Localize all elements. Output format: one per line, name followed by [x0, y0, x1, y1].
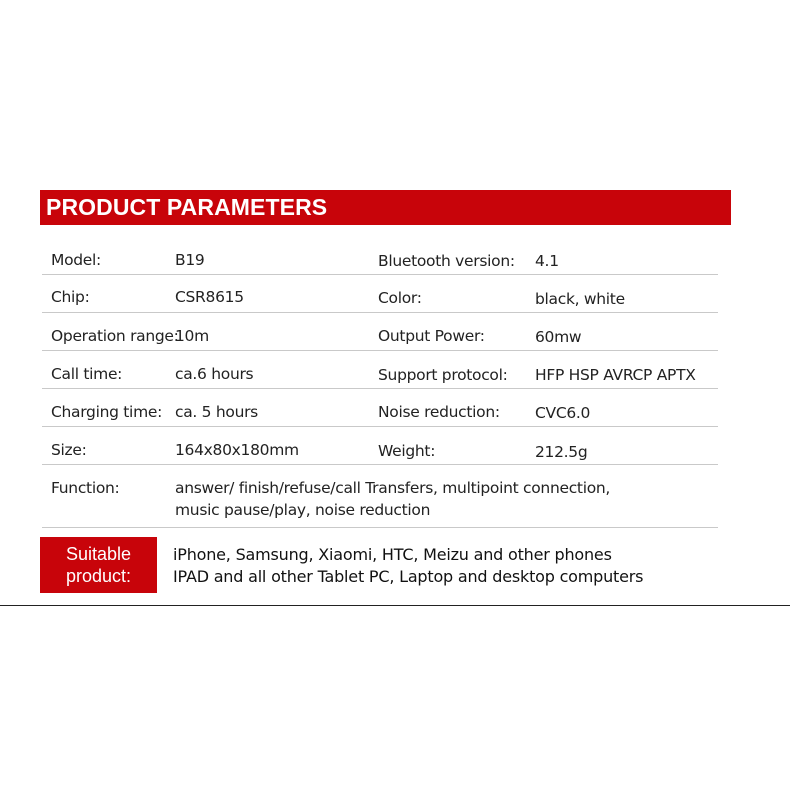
divider	[0, 605, 790, 606]
param-label: Support protocol:	[378, 366, 508, 384]
function-line: music pause/play, noise reduction	[175, 501, 431, 519]
param-label: Color:	[378, 289, 422, 307]
suitable-product-text	[173, 544, 643, 588]
section-title: PRODUCT PARAMETERS	[46, 194, 328, 220]
param-label: Charging time:	[51, 403, 163, 421]
param-value: 212.5g	[535, 443, 588, 461]
param-label: Bluetooth version:	[378, 252, 515, 270]
param-value: black, white	[535, 290, 625, 308]
param-label: Operation range:	[51, 327, 179, 345]
param-label: Chip:	[51, 288, 90, 306]
param-label: Weight:	[378, 442, 436, 460]
function-line: answer/ finish/refuse/call Transfers, multipoint connection,	[175, 479, 611, 497]
suitable-label-line: Suitable	[65, 544, 132, 564]
param-label: Size:	[51, 441, 87, 459]
table-row	[42, 389, 718, 427]
function-label: Function:	[51, 479, 120, 497]
param-label: Model:	[51, 251, 101, 269]
function-value	[175, 477, 675, 521]
function-row	[42, 465, 718, 528]
table-row	[42, 275, 718, 313]
table-row	[42, 427, 718, 465]
param-value: CSR8615	[175, 288, 244, 306]
suitable-line: IPAD and all other Tablet PC, Laptop and desktop computers	[173, 567, 644, 586]
param-value: CVC6.0	[535, 404, 591, 422]
section-banner	[40, 190, 731, 225]
suitable-line: iPhone, Samsung, Xiaomi, HTC, Meizu and other phones	[173, 545, 612, 564]
param-value: 60mw	[535, 328, 582, 346]
param-value: 4.1	[535, 252, 559, 270]
param-value: B19	[175, 251, 205, 269]
param-label: Output Power:	[378, 327, 485, 345]
param-label: Call time:	[51, 365, 123, 383]
table-row	[42, 351, 718, 389]
param-value: HFP HSP AVRCP APTX	[535, 366, 696, 384]
param-value: 10m	[175, 327, 209, 345]
param-value: ca.6 hours	[175, 365, 254, 383]
suitable-label-line: product:	[65, 566, 132, 586]
table-row	[42, 313, 718, 351]
suitable-product-label	[40, 537, 157, 593]
param-value: 164x80x180mm	[175, 441, 299, 459]
table-row	[42, 240, 718, 275]
param-label: Noise reduction:	[378, 403, 500, 421]
param-value: ca. 5 hours	[175, 403, 258, 421]
